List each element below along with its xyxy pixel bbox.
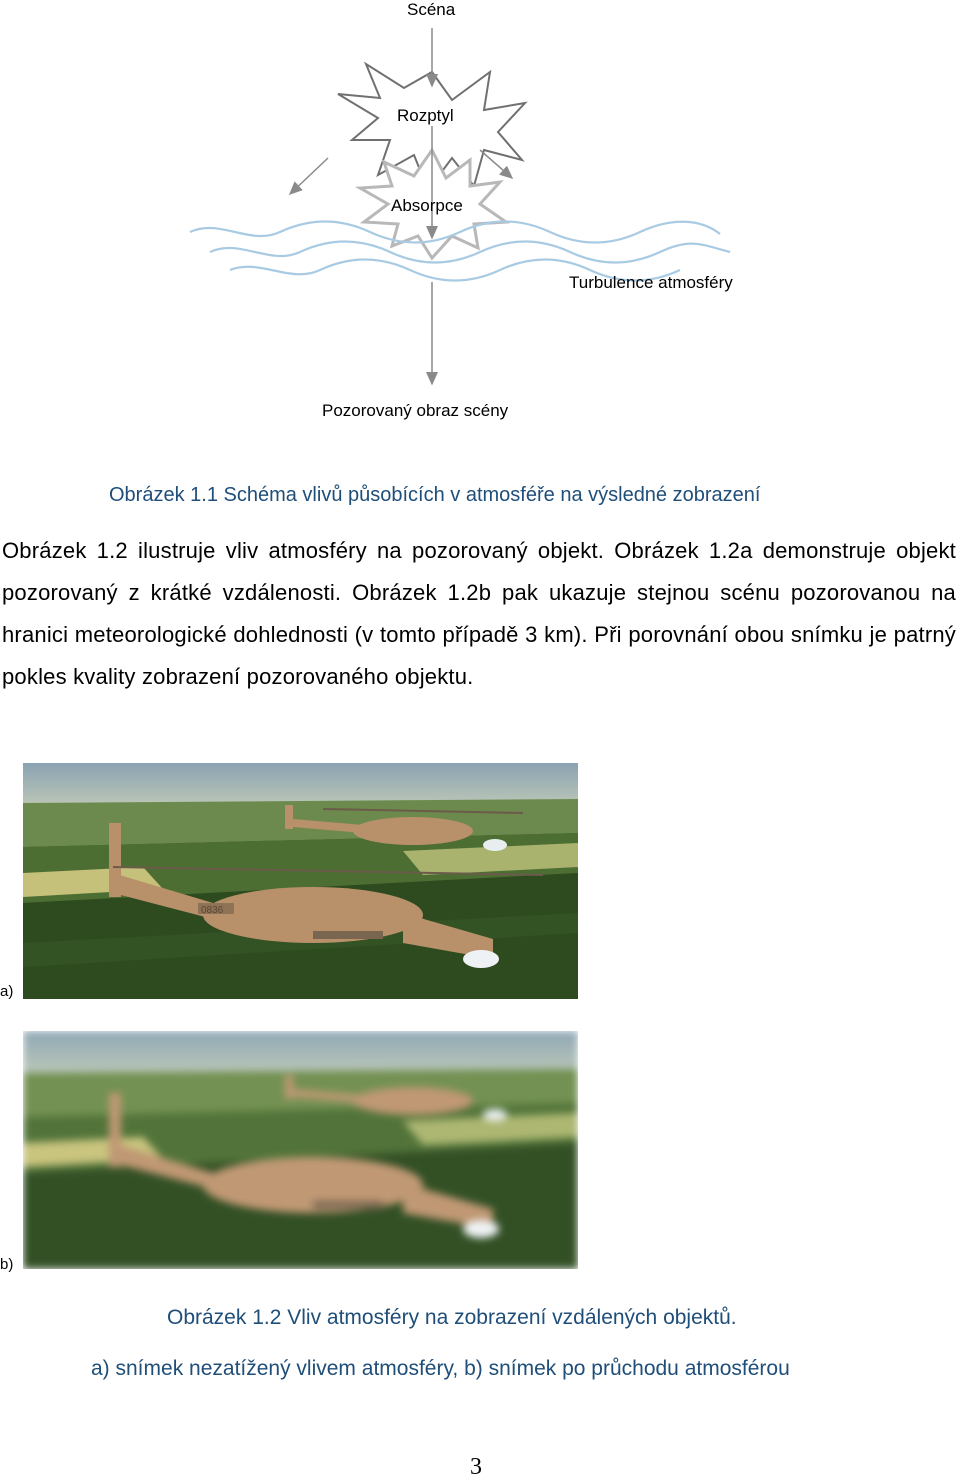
scatter-arrow-left: [290, 158, 328, 194]
photo-a: [23, 763, 578, 999]
body-paragraph: Obrázek 1.2 ilustruje vliv atmosféry na pozorovaný objekt. Obrázek 1.2a demonstruje objekt pozorovaný z krátké vzdálenosti. Obrázek 1.2b pak ukazuje stejnou scénu pozorovanou na hranici meteorologické dohlednosti (v tomto případě 3 km). Při porovnání obou snímku je patrný pokles kvality zobrazení pozorovaného objektu.: [2, 538, 956, 689]
figure2-caption-detail: a) snímek nezatížený vlivem atmosféry, b) snímek po průchodu atmosférou: [91, 1357, 790, 1380]
scattering-label: Rozptyl: [397, 106, 454, 125]
absorption-label: Absorpce: [391, 196, 463, 215]
scene-label: Scéna: [407, 0, 456, 19]
turbulence-label: Turbulence atmosféry: [569, 273, 733, 292]
atmosphere-diagram: [0, 0, 960, 440]
figure1-caption: Obrázek 1.1 Schéma vlivů působících v atmosféře na výsledné zobrazení: [109, 484, 761, 506]
figure2-caption-title: Obrázek 1.2 Vliv atmosféry na zobrazení vzdálených objektů.: [167, 1306, 737, 1329]
photo-a-label: a): [0, 983, 14, 1000]
observed-label: Pozorovaný obraz scény: [322, 401, 509, 420]
tail-number: 0836: [201, 905, 224, 916]
photo-b: [23, 1031, 578, 1269]
page-number: 3: [470, 1454, 482, 1480]
photo-b-label: b): [0, 1256, 14, 1273]
